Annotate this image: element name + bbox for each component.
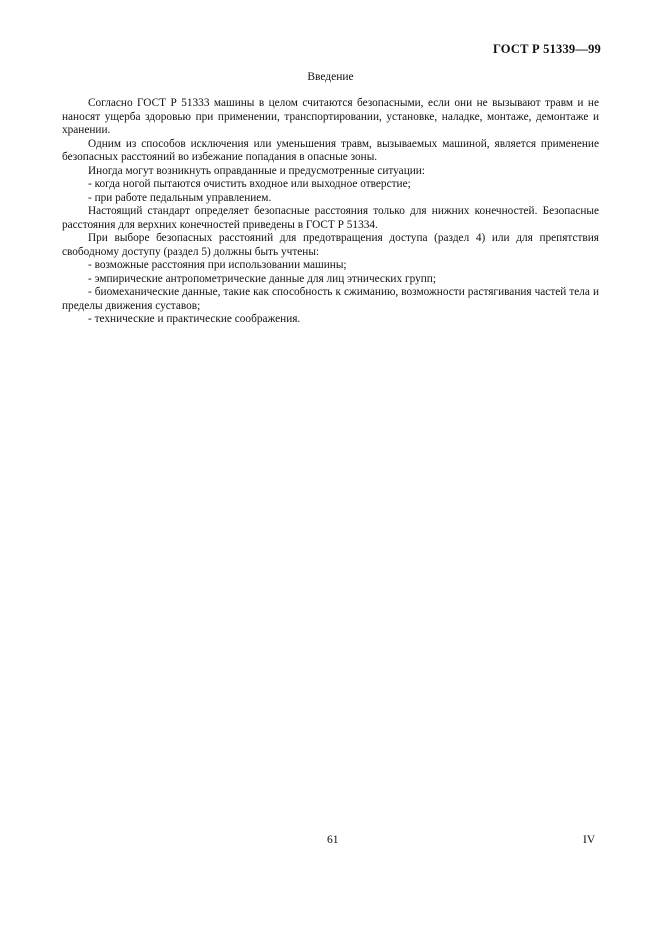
list-item: - биомеханические данные, такие как способность к сжиманию, возможности растягивания частей тела и пределы движения суставов; — [62, 286, 599, 312]
paragraph: Иногда могут возникнуть оправданные и предусмотренные ситуации: — [88, 164, 425, 177]
list-item: - при работе педальным управлением. — [88, 191, 272, 204]
paragraph: При выборе безопасных расстояний для предотвращения доступа (раздел 4) или для препятствия свободному доступу (раздел 5) должны быть учтены: — [62, 232, 599, 258]
paragraph: Настоящий стандарт определяет безопасные расстояния только для нижних конечностей. Безопасные расстояния для верхних конечностей приведены в ГОСТ Р 51334. — [62, 205, 599, 231]
paragraph: Одним из способов исключения или уменьшения травм, вызываемых машиной, является применение безопасных расстояний во избежание попадания в опасные зоны. — [62, 137, 599, 163]
paragraph: Согласно ГОСТ Р 51333 машины в целом считаются безопасными, если они не вызывают травм и не наносят ущерба здоровью при применении, транспортировании, установке, наладке, монтаже, демонтаже и хранении. — [62, 97, 599, 136]
list-item: - эмпирические антропометрические данные для лиц этнических групп; — [88, 272, 436, 285]
document-code: ГОСТ Р 51339—99 — [492, 42, 601, 56]
list-item: - когда ногой пытаются очистить входное или выходное отверстие; — [88, 178, 411, 190]
list-item: - технические и практические соображения. — [88, 313, 301, 325]
list-item: - возможные расстояния при использовании машины; — [88, 259, 347, 271]
page-number: 61 — [327, 834, 339, 846]
section-title: Введение — [307, 71, 354, 83]
roman-page-number: IV — [583, 834, 596, 846]
document-body — [62, 97, 599, 327]
